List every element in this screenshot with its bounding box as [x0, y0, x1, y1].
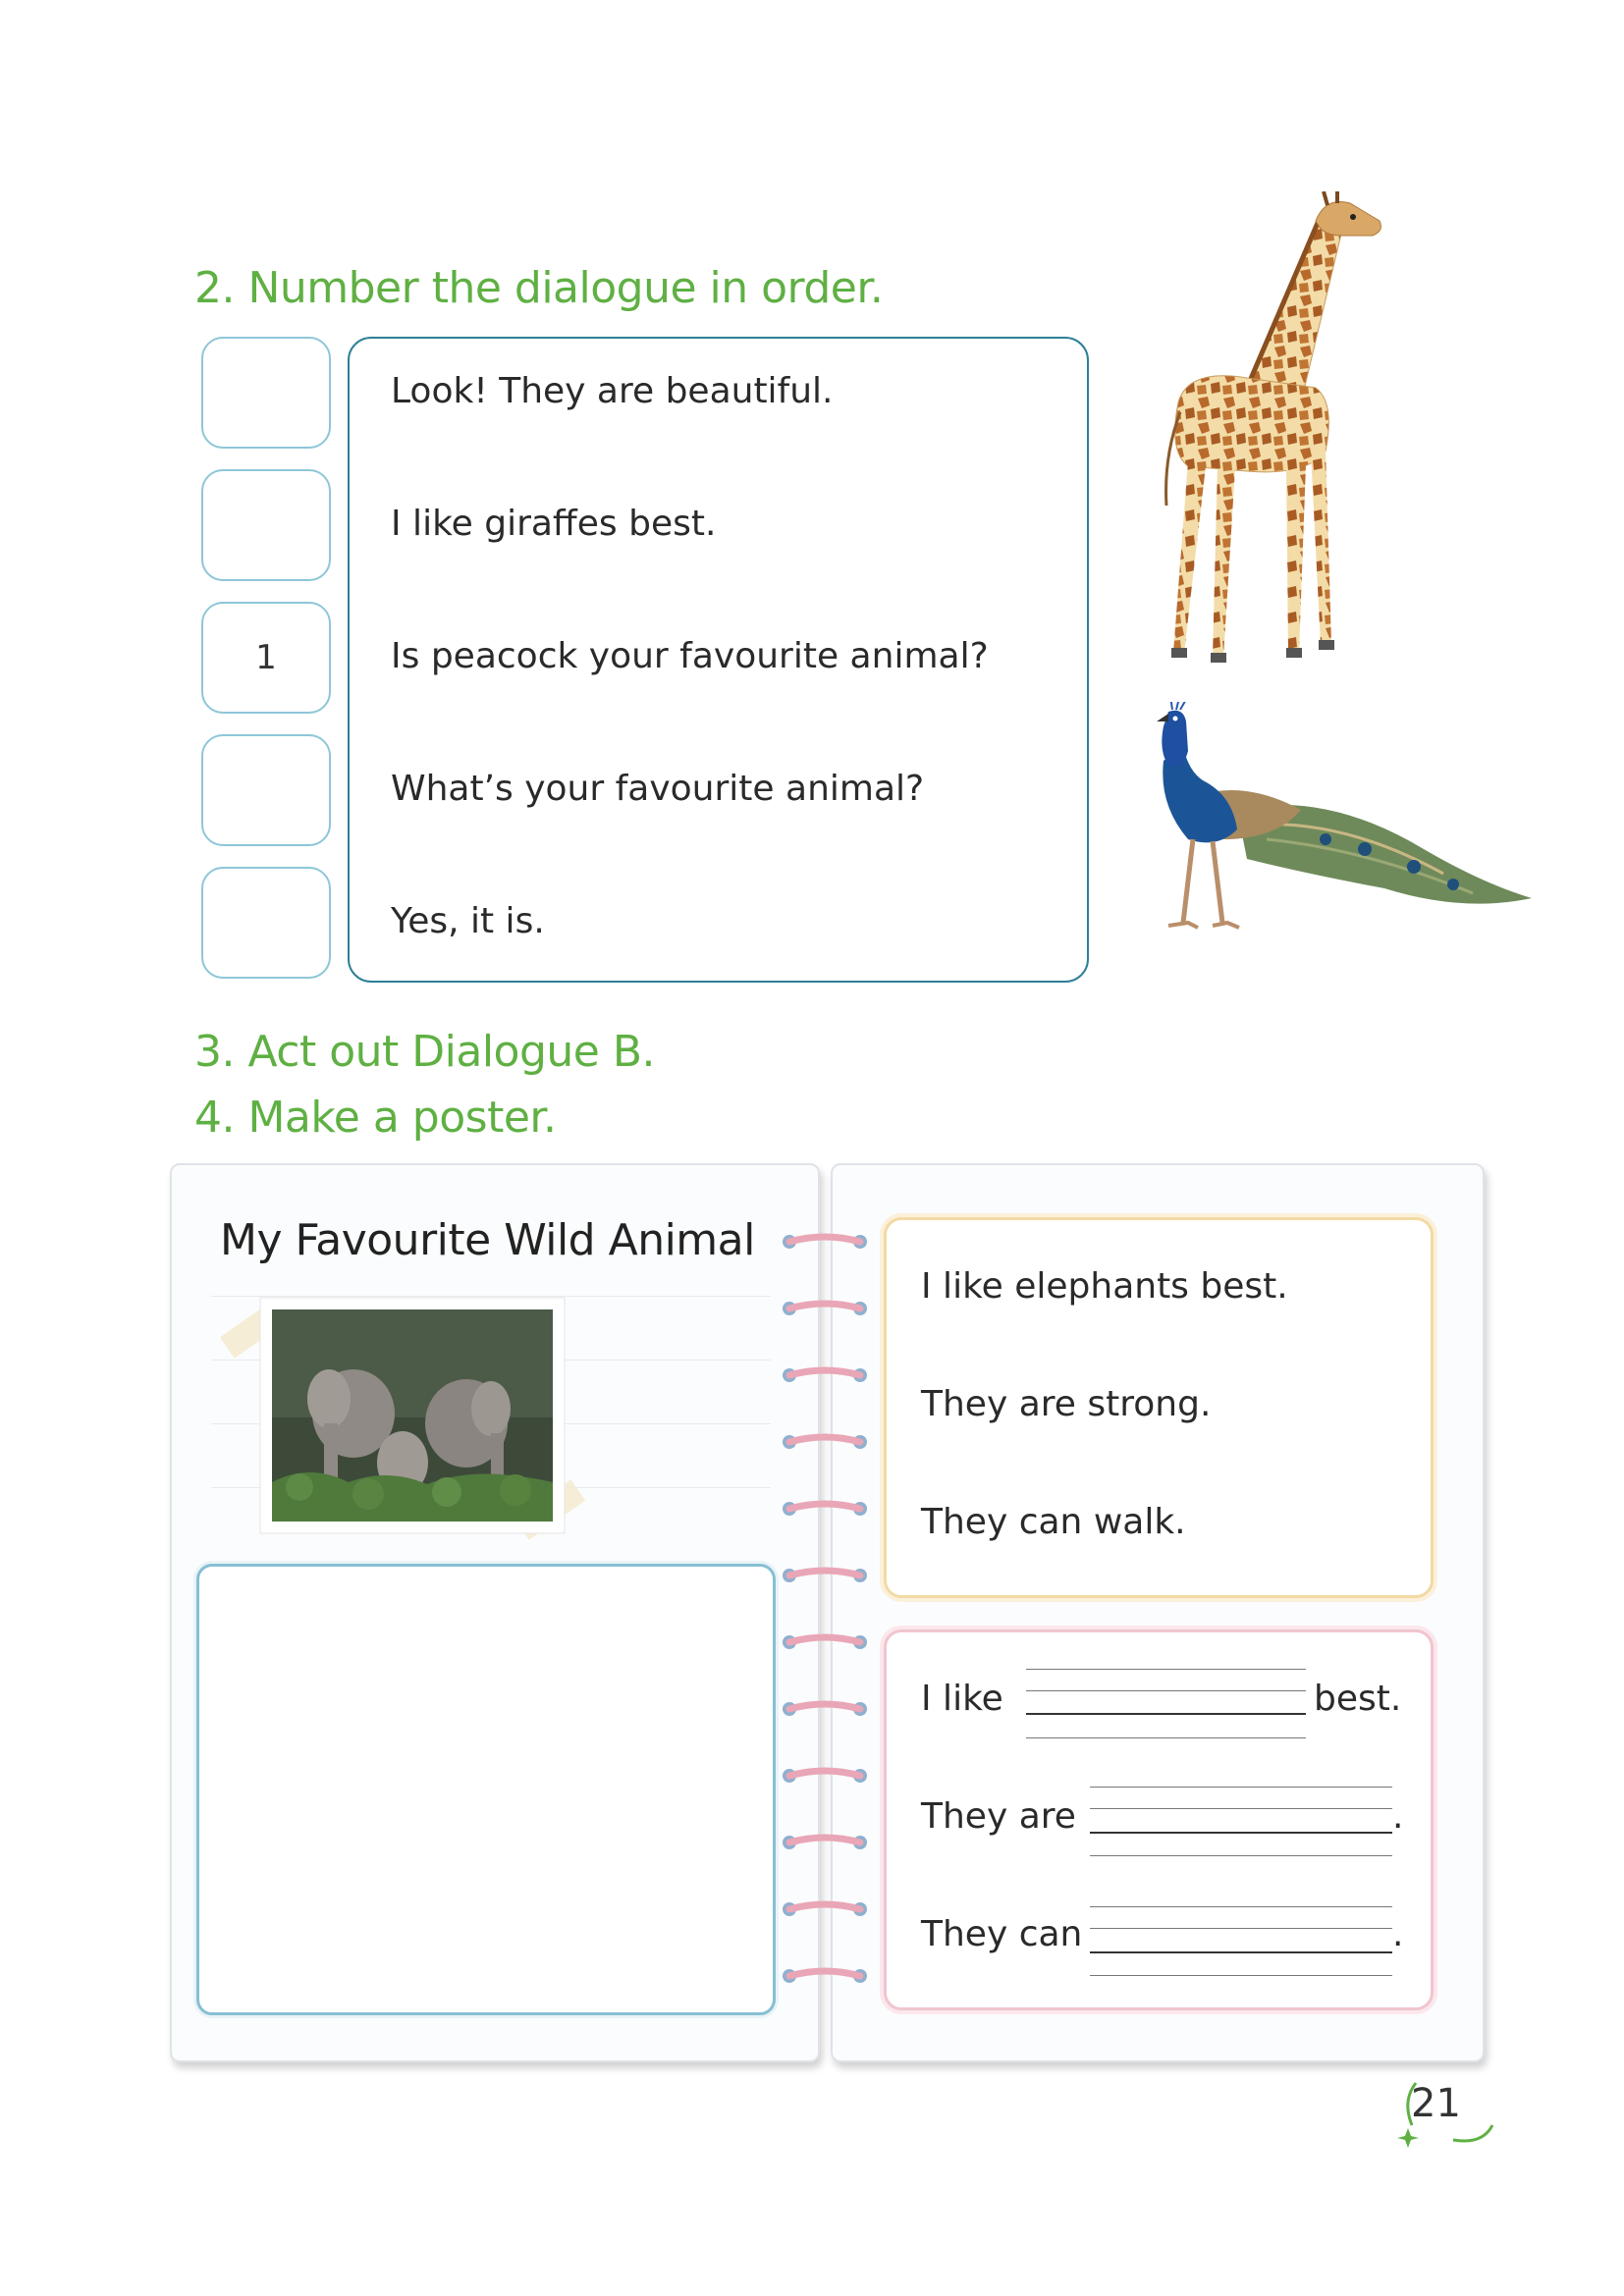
writing-baseline-3[interactable]	[1090, 1951, 1392, 1953]
drawing-area[interactable]	[196, 1564, 776, 2015]
example-line-1: I like elephants best.	[921, 1266, 1288, 1307]
writing-guide-line	[1026, 1690, 1306, 1691]
writing-baseline-1[interactable]	[1026, 1713, 1306, 1715]
poster-title: My Favourite Wild Animal	[220, 1215, 755, 1265]
order-box-4[interactable]	[201, 734, 331, 846]
giraffe-illustration	[1119, 191, 1404, 672]
writing-guide-line	[1090, 1855, 1392, 1856]
fill-line-2-suffix: .	[1392, 1796, 1404, 1837]
writing-guide-line	[1026, 1669, 1306, 1670]
dialogue-line-5: Yes, it is.	[391, 901, 545, 941]
writing-guide-line	[1090, 1906, 1392, 1907]
writing-guide-line	[1090, 1975, 1392, 1976]
example-line-2: They are strong.	[921, 1384, 1212, 1424]
section-2-heading: 2. Number the dialogue in order.	[194, 263, 884, 313]
dialogue-line-3: Is peacock your favourite animal?	[391, 636, 989, 676]
order-box-1[interactable]	[201, 337, 331, 449]
order-box-5[interactable]	[201, 867, 331, 979]
fill-line-3-prefix: They can	[921, 1914, 1083, 1954]
peacock-illustration	[1129, 702, 1542, 996]
writing-guide-line	[1090, 1787, 1392, 1788]
example-line-3: They can walk.	[921, 1502, 1186, 1542]
writing-baseline-2[interactable]	[1090, 1832, 1392, 1834]
section-3-heading: 3. Act out Dialogue B.	[194, 1027, 656, 1077]
dialogue-line-1: Look! They are beautiful.	[391, 371, 834, 411]
order-box-3[interactable]: 1	[201, 602, 331, 714]
fill-line-1-suffix: best.	[1314, 1679, 1402, 1719]
elephants-photo	[221, 1276, 594, 1561]
fill-line-3-suffix: .	[1392, 1914, 1404, 1954]
section-4-heading: 4. Make a poster.	[194, 1093, 557, 1143]
writing-guide-line	[1090, 1928, 1392, 1929]
fill-line-1-prefix: I like	[921, 1679, 1003, 1719]
order-box-2[interactable]	[201, 469, 331, 581]
writing-guide-line	[1090, 1808, 1392, 1809]
spiral-binding	[778, 1222, 872, 2007]
writing-guide-line	[1026, 1737, 1306, 1738]
dialogue-line-2: I like giraffes best.	[391, 504, 717, 544]
page-number: 21	[1411, 2081, 1461, 2126]
fill-line-2-prefix: They are	[921, 1796, 1076, 1837]
dialogue-line-4: What’s your favourite animal?	[391, 769, 925, 809]
